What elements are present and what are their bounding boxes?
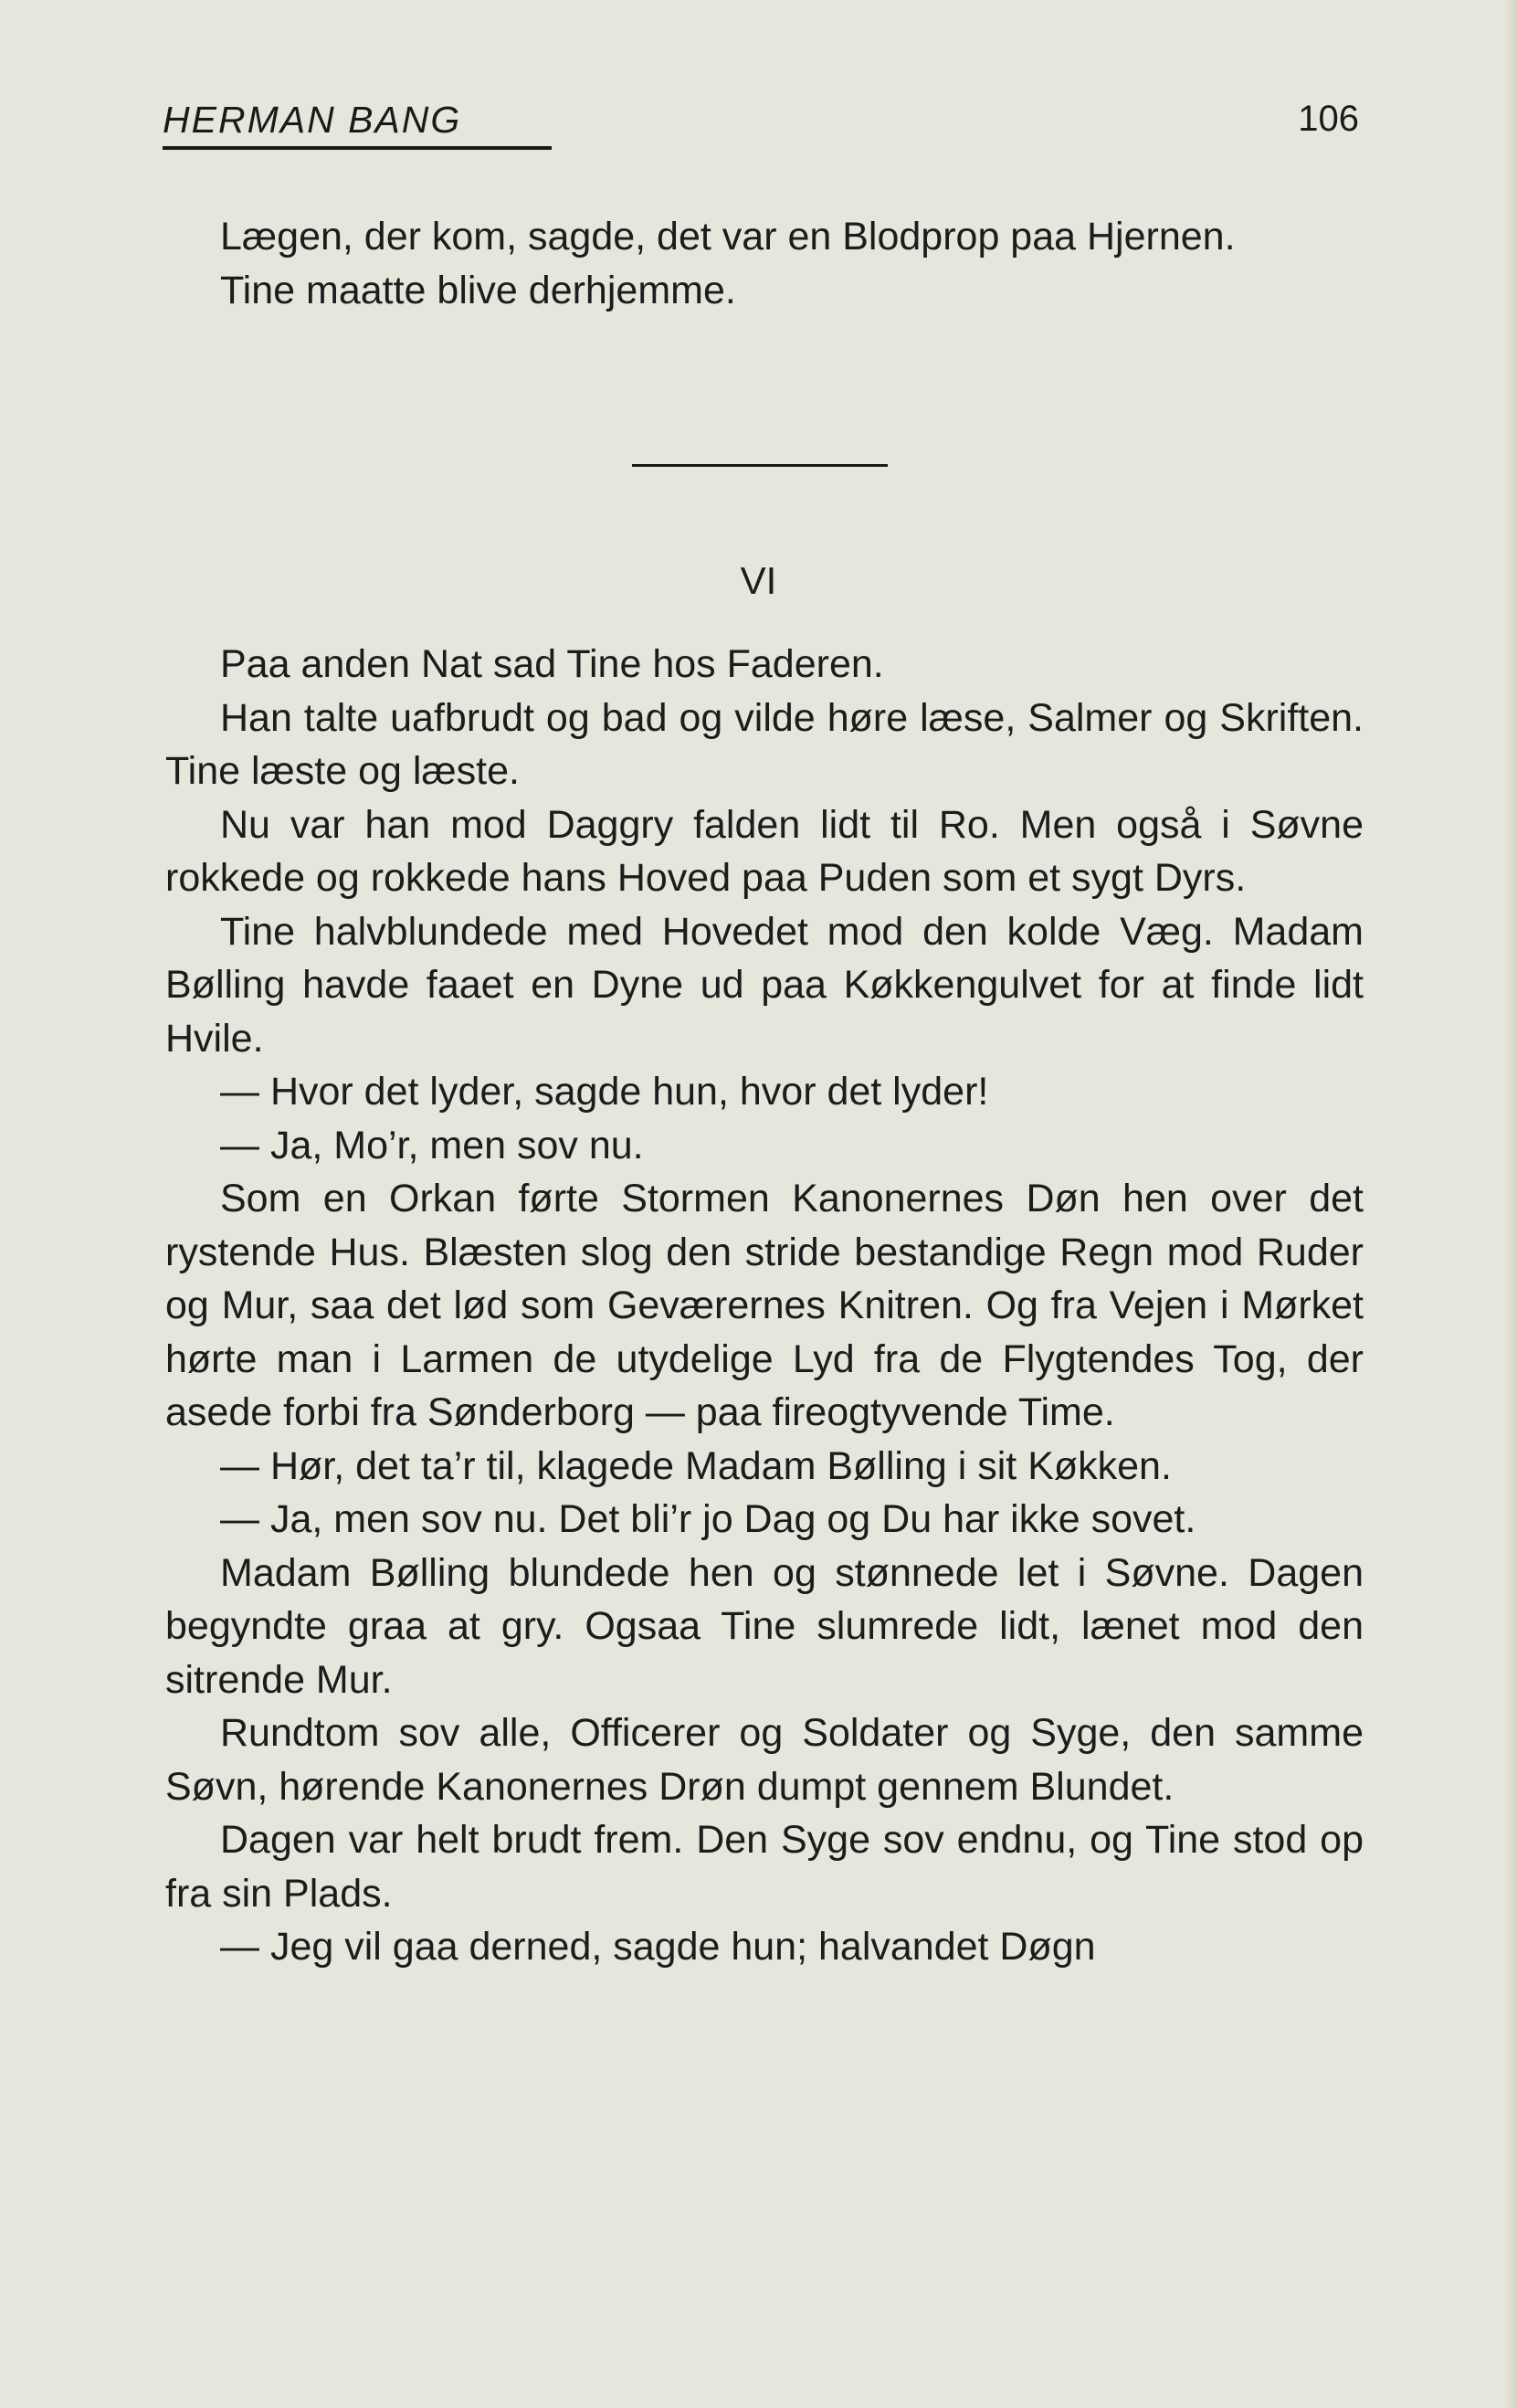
dialogue-line: — Ja, Mo’r, men sov nu. xyxy=(220,1123,644,1167)
page-number: 106 xyxy=(1298,99,1359,139)
page-edge xyxy=(1504,0,1517,2408)
paragraph: Tine halvblundede med Hovedet mod den kolde Væg. Madam Bølling havde faaet en Dyne ud paa Køkkengulvet for at finde lidt Hvile. xyxy=(165,909,1364,1061)
paragraph: Som en Orkan førte Stormen Kanonernes Døn hen over det rystende Hus. Blæsten slog den stride bestandige Regn mod Ruder og Mur, saa det lød som Geværernes Knitren. Og fra Vejen i Mørket hørte man i Larmen de utydelige Lyd fra de Flygtendes Tog, der asede forbi fra Sønderborg — paa fireogtyvende Time. xyxy=(165,1177,1364,1434)
paragraph: Tine maatte blive derhjemme. xyxy=(220,268,736,312)
header-underline xyxy=(163,146,552,150)
section-divider xyxy=(632,464,888,467)
paragraph: Han talte uafbrudt og bad og vilde høre læse, Salmer og Skriften. Tine læste og læste. xyxy=(165,695,1364,793)
paragraph: Rundtom sov alle, Officerer og Soldater og Syge, den samme Søvn, hørende Kanonernes Drøn dumpt gennem Blundet. xyxy=(165,1711,1364,1809)
paragraph: Nu var han mod Daggry falden lidt til Ro. Men også i Søvne rokkede og rokkede hans Hoved paa Puden som et sygt Dyrs. xyxy=(165,802,1364,900)
chapter-text xyxy=(165,638,1364,1974)
dialogue-line: — Jeg vil gaa derned, sagde hun; halvandet Døgn xyxy=(220,1925,1096,1969)
paragraph: Dagen var helt brudt frem. Den Syge sov endnu, og Tine stod op fra sin Plads. xyxy=(165,1818,1364,1916)
chapter-heading: VI xyxy=(740,559,777,602)
paragraph: Madam Bølling blundede hen og stønnede let i Søvne. Dagen begyndte graa at gry. Ogsaa Tine slumrede lidt, lænet mod den sitrende Mur. xyxy=(165,1550,1364,1702)
opening-text xyxy=(165,210,1364,317)
dialogue-line: — Ja, men sov nu. Det bli’r jo Dag og Du har ikke sovet. xyxy=(220,1497,1196,1541)
running-header xyxy=(163,99,1359,153)
dialogue-line: — Hvor det lyder, sagde hun, hvor det lyder! xyxy=(220,1070,989,1114)
dialogue-line: — Hør, det ta’r til, klagede Madam Bølling i sit Køkken. xyxy=(220,1443,1172,1488)
paragraph: Paa anden Nat sad Tine hos Faderen. xyxy=(220,642,884,686)
paragraph: Lægen, der kom, sagde, det var en Blodprop paa Hjernen. xyxy=(220,215,1236,259)
header-author: HERMAN BANG xyxy=(163,99,462,141)
